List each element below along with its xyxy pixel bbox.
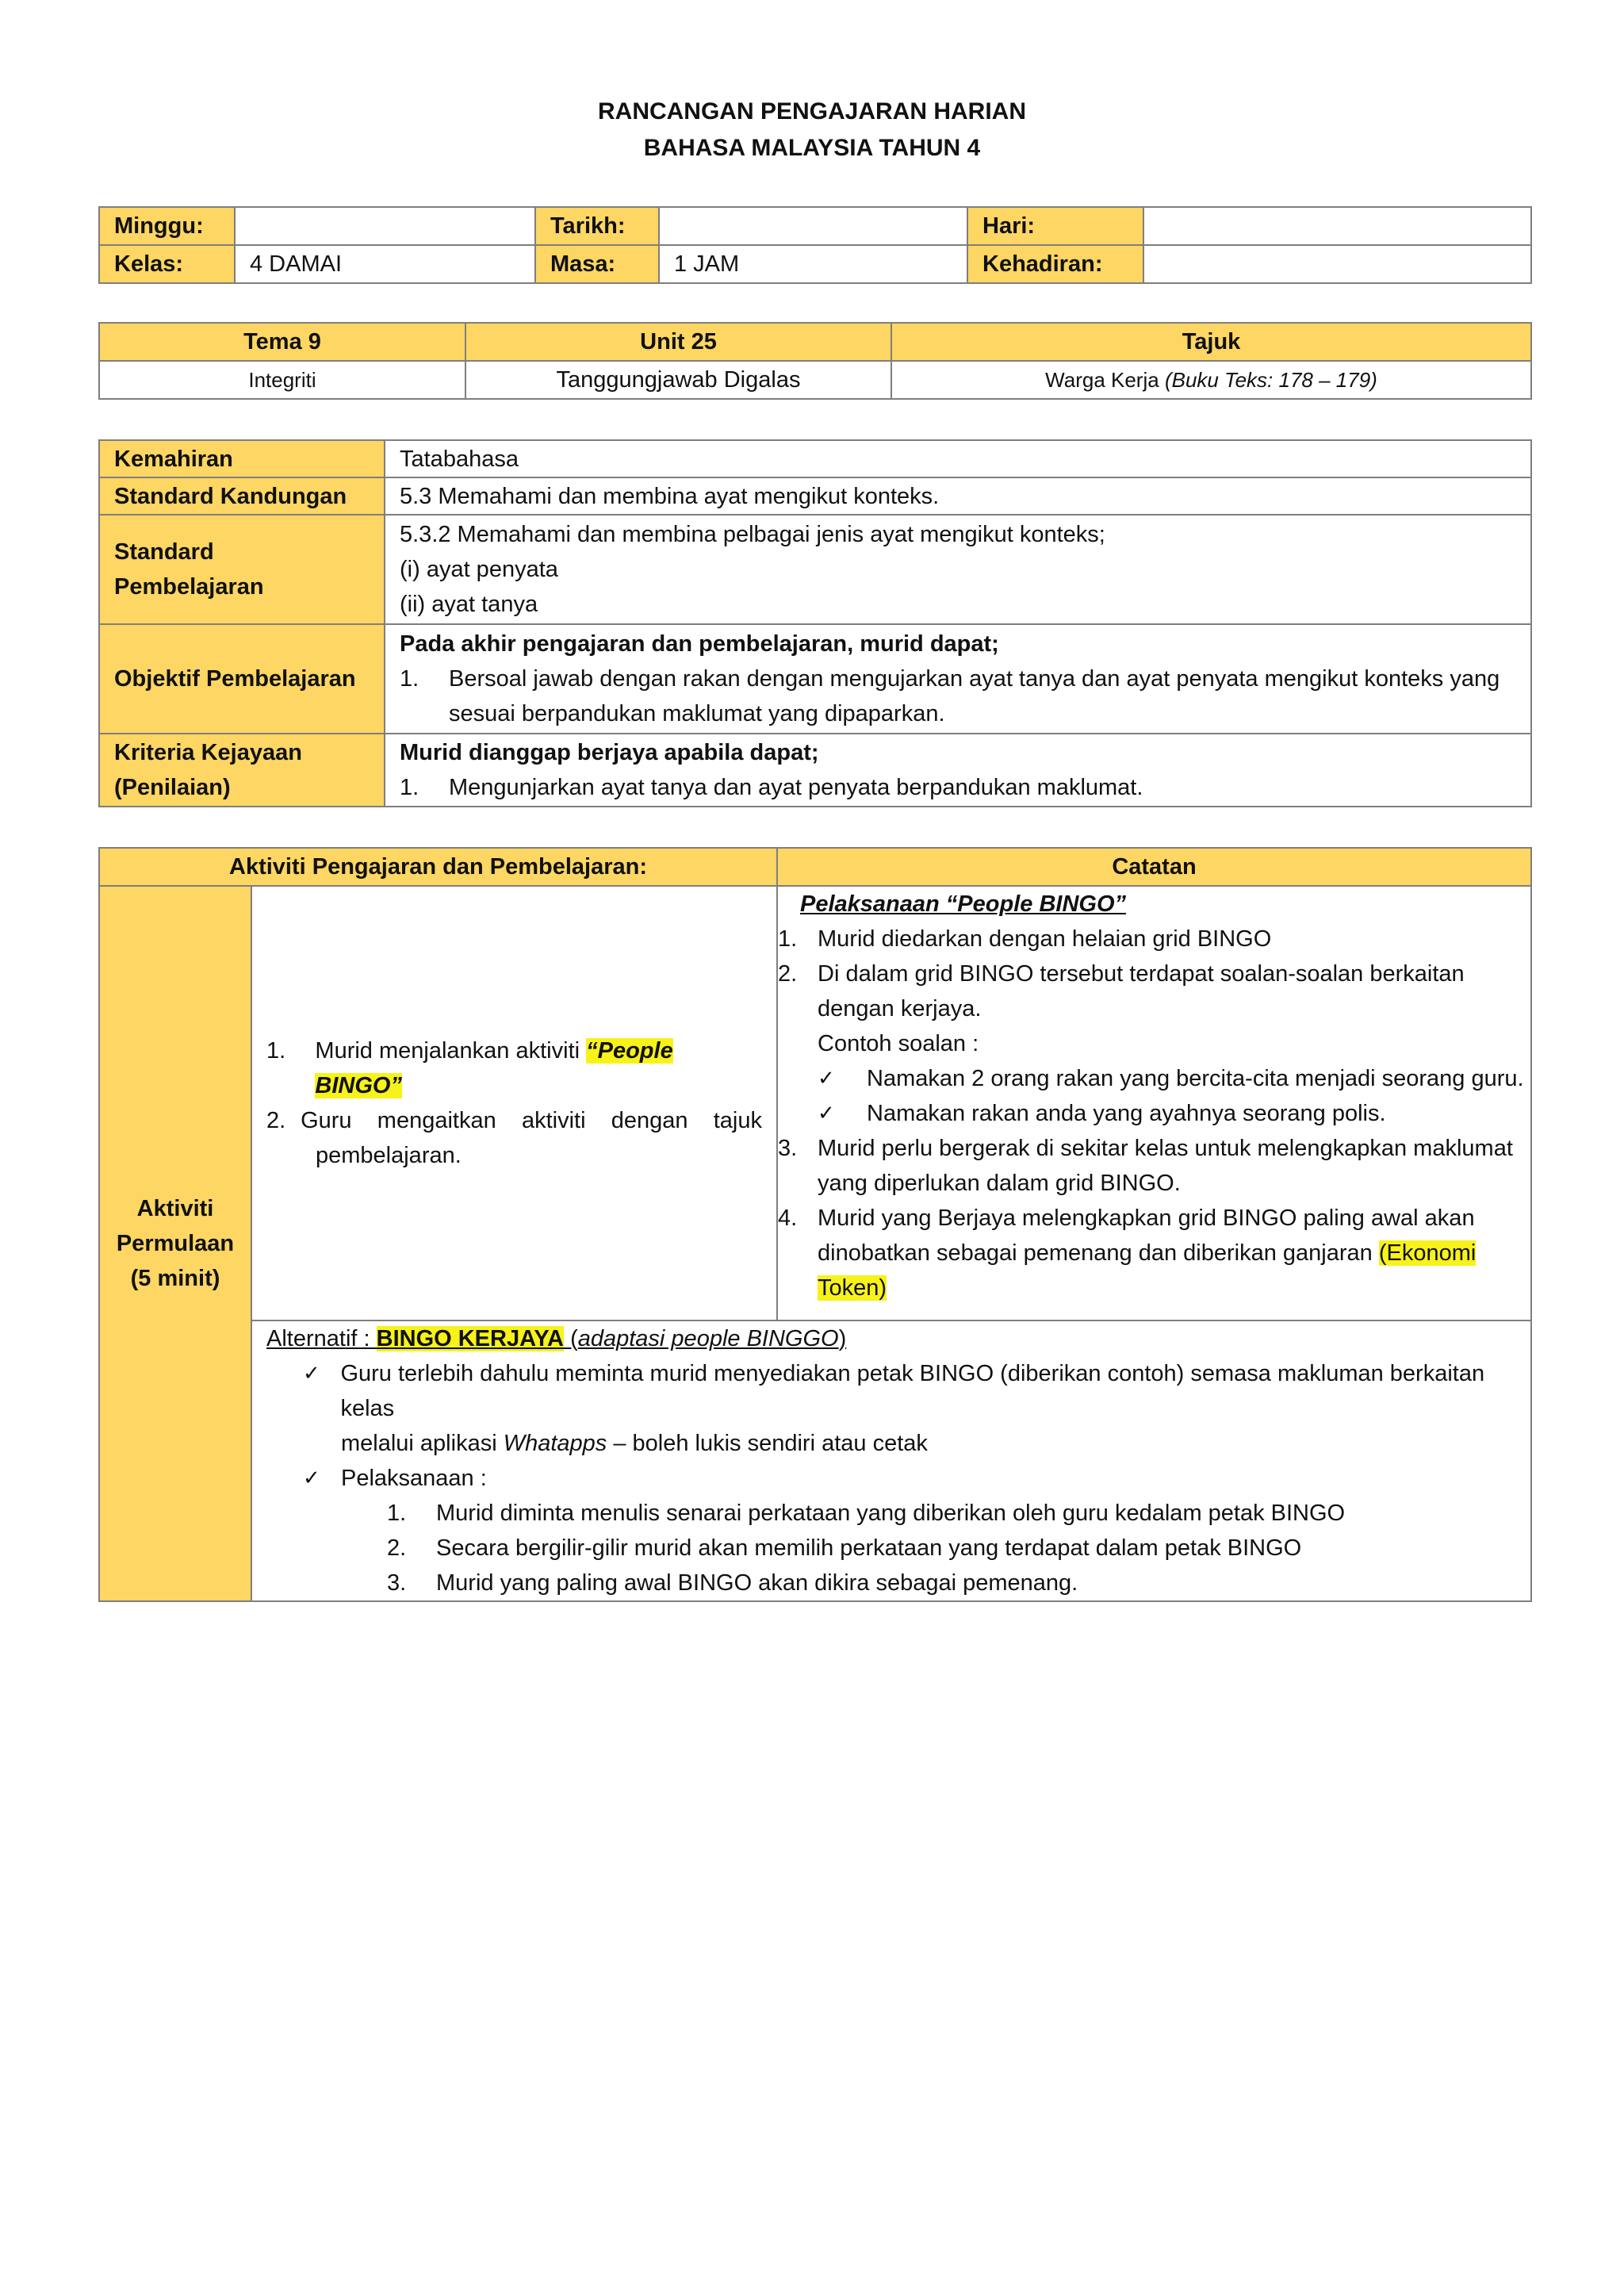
whatapps-text: Whatapps	[503, 1431, 607, 1456]
list-number: 4.	[778, 1205, 798, 1231]
alternative-cell	[251, 1320, 1531, 1601]
list-number: 1.	[778, 926, 798, 952]
stage-cell	[99, 886, 251, 1601]
kriteria-label-line1: Kriteria Kejayaan	[114, 740, 302, 765]
step-2: Guru mengaitkan aktiviti dengan tajuk	[301, 1108, 763, 1133]
kriteria-label-line2: (Penilaian)	[114, 775, 231, 800]
note-example-label: Contoh soalan :	[818, 1031, 979, 1056]
unit-header: Unit 25	[465, 323, 891, 361]
alternative-title	[266, 1321, 1530, 1356]
tajuk-text: Warga Kerja	[1045, 368, 1159, 392]
tajuk-reference: (Buku Teks: 178 – 179)	[1164, 368, 1377, 392]
activity-header: Aktiviti Pengajaran dan Pembelajaran:	[99, 848, 777, 886]
stage-line: Permulaan	[116, 1231, 235, 1256]
masa-value: 1 JAM	[659, 245, 967, 283]
list-number: 1.	[400, 775, 419, 800]
kemahiran-value: Tatabahasa	[385, 440, 1531, 477]
note-item-cont	[778, 1271, 1530, 1305]
alternative-prefix: Alternatif :	[266, 1326, 377, 1351]
objektif-value	[385, 624, 1531, 734]
activity-table	[98, 847, 1532, 1602]
kelas-label: Kelas:	[99, 245, 235, 283]
ekonomi-token-highlight: Token)	[818, 1275, 887, 1301]
hari-label: Hari:	[967, 207, 1143, 245]
sp-line: (i) ayat penyata	[400, 557, 558, 582]
alternative-bullet: Pelaksanaan :	[341, 1466, 487, 1491]
procedure-item: Murid yang paling awal BINGO akan dikira sebagai pemenang.	[436, 1570, 1078, 1596]
step-2-cont: pembelajaran.	[316, 1143, 462, 1168]
alternative-open: (	[564, 1326, 578, 1351]
list-number: 3.	[778, 1136, 798, 1161]
example-question: Namakan rakan anda yang ayahnya seorang polis.	[867, 1101, 1386, 1126]
checkmark-icon: ✓	[818, 1102, 835, 1125]
masa-label: Masa:	[535, 245, 659, 283]
note-item: Murid yang Berjaya melengkapkan grid BINGO paling awal akan	[818, 1205, 1475, 1231]
topic-table	[98, 322, 1532, 400]
standard-pembelajaran-value	[385, 515, 1531, 624]
list-number: 3.	[387, 1570, 407, 1596]
objektif-item-cont: sesuai berpandukan maklumat yang dipaparkan.	[449, 701, 945, 726]
kehadiran-value	[1143, 245, 1531, 283]
notes-title: Pelaksanaan “People BINGO”	[800, 891, 1126, 917]
list-number: 1.	[400, 666, 419, 692]
standard-kandungan-label: Standard Kandungan	[99, 477, 385, 515]
kriteria-intro: Murid dianggap berjaya apabila dapat;	[400, 740, 819, 765]
kehadiran-label: Kehadiran:	[967, 245, 1143, 283]
alternative-close: )	[838, 1326, 847, 1351]
procedure-item: Secara bergilir-gilir murid akan memilih perkataan yang terdapat dalam petak BINGO	[436, 1535, 1302, 1561]
list-number: 2.	[387, 1535, 407, 1561]
tema-header: Tema 9	[99, 323, 465, 361]
alternative-bullet: Guru terlebih dahulu meminta murid menyediakan petak BINGO (diberikan contoh) semasa makluman berkaitan kelas	[340, 1361, 1485, 1421]
alternative-bullet-cont	[266, 1426, 1530, 1461]
minggu-label: Minggu:	[99, 207, 235, 245]
note-item: Murid perlu bergerak di sekitar kelas untuk melengkapkan maklumat	[818, 1136, 1513, 1161]
list-number: 1.	[266, 1038, 286, 1064]
ekonomi-token-highlight: (Ekonomi	[1378, 1240, 1477, 1266]
document-subtitle: BAHASA MALAYSIA TAHUN 4	[643, 135, 981, 161]
catatan-header: Catatan	[777, 848, 1531, 886]
objektif-intro: Pada akhir pengajaran dan pembelajaran, murid dapat;	[400, 631, 999, 657]
people-bingo-highlight: “People BINGO”	[315, 1038, 673, 1098]
note-item-cont	[778, 1236, 1530, 1271]
list-number: 2.	[778, 961, 798, 987]
tajuk-header: Tajuk	[891, 323, 1531, 361]
kriteria-item: Mengunjarkan ayat tanya dan ayat penyata berpandukan maklumat.	[449, 775, 1143, 800]
tarikh-label: Tarikh:	[535, 207, 659, 245]
list-number: 2.	[266, 1108, 286, 1133]
note-item: Murid diedarkan dengan helaian grid BINGO	[818, 926, 1272, 952]
objektif-item: Bersoal jawab dengan rakan dengan mengujarkan ayat tanya dan ayat penyata mengikut konteks yang	[449, 666, 1500, 692]
tarikh-value	[659, 207, 967, 245]
tema-value: Integriti	[99, 361, 465, 399]
note-item-cont: yang diperlukan dalam grid BINGO.	[818, 1171, 1181, 1196]
steps-cell	[251, 886, 777, 1320]
hari-value	[1143, 207, 1531, 245]
objektif-label: Objektif Pembelajaran	[99, 624, 385, 734]
step-1-text: Murid menjalankan aktiviti	[315, 1038, 587, 1064]
standards-table	[98, 439, 1532, 807]
document-title: RANCANGAN PENGAJARAN HARIAN	[597, 98, 1026, 125]
kriteria-label	[99, 734, 385, 807]
sp-line: 5.3.2 Memahami dan membina pelbagai jenis ayat mengikut konteks;	[400, 522, 1105, 547]
checkmark-icon: ✓	[303, 1362, 320, 1386]
unit-value: Tanggungjawab Digalas	[465, 361, 891, 399]
note-item-cont: dengan kerjaya.	[818, 996, 982, 1022]
alternative-note: adaptasi people BINGGO	[577, 1326, 839, 1351]
standard-kandungan-value: 5.3 Memahami dan membina ayat mengikut konteks.	[385, 477, 1531, 515]
kemahiran-label: Kemahiran	[99, 440, 385, 477]
tajuk-value	[891, 361, 1531, 399]
checkmark-icon: ✓	[303, 1466, 320, 1490]
checkmark-icon: ✓	[818, 1067, 835, 1091]
info-table	[98, 206, 1532, 284]
bingo-kerjaya-highlight: BINGO KERJAYA	[376, 1326, 565, 1351]
kelas-value: 4 DAMAI	[235, 245, 535, 283]
minggu-value	[235, 207, 535, 245]
note-text: dinobatkan sebagai pemenang dan diberikan ganjaran	[818, 1240, 1379, 1266]
bullet-text: melalui aplikasi	[341, 1431, 504, 1456]
procedure-item: Murid diminta menulis senarai perkataan yang diberikan oleh guru kedalam petak BINGO	[436, 1501, 1346, 1526]
stage-line: Aktiviti	[136, 1196, 214, 1221]
example-question: Namakan 2 orang rakan yang bercita-cita menjadi seorang guru.	[867, 1066, 1524, 1091]
stage-line: (5 minit)	[130, 1266, 220, 1291]
list-number: 1.	[387, 1501, 407, 1526]
standard-pembelajaran-label: Standard Pembelajaran	[99, 515, 385, 624]
note-item: Di dalam grid BINGO tersebut terdapat soalan-soalan berkaitan	[818, 961, 1465, 987]
notes-cell	[777, 886, 1531, 1320]
bullet-text: – boleh lukis sendiri atau cetak	[607, 1431, 928, 1456]
sp-line: (ii) ayat tanya	[400, 592, 538, 617]
kriteria-value	[385, 734, 1531, 807]
step-1	[315, 1033, 762, 1103]
